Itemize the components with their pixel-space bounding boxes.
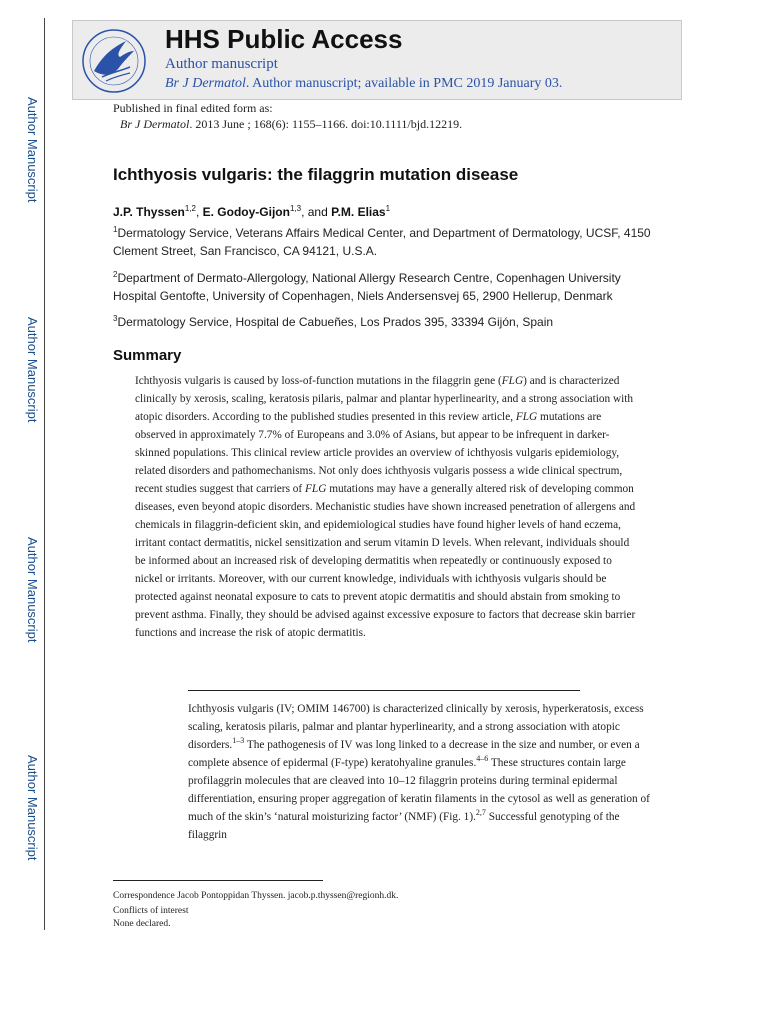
author-separator: , [195, 205, 203, 219]
summary-text-run: ) and is characterized clinically by xerosis, scaling, keratosis pilaris, palmar and plantar hyperlinearity, and a strong association with atopic disorders. According to the published studies presented in this review article, [135, 375, 634, 423]
summary-text-run: mutations may have a generally altered risk of developing common diseases, even beyond atopic disorders. Mechanistic studies have shown increased penetration of allergens and chemicals in filaggrin-deficient skin, and epidemiological studies have found higher levels of hand eczema, irritant contact dermatitis, nickel sensitization and serum vitamin D levels. When relevant, individuals should be informed about an increased risk of developing dermatitis when repeatedly or continuously exposed to nickel or irritants. Moreover, with our current knowledge, individuals with ichthyosis vulgaris should be protected against neonatal exposure to cats to prevent atopic dermatitis and should abstain from smoking to prevent asthma. Finally, they should be advised against excessive exposure to factors that decrease skin barrier functions and increase the risk of atopic dermatitis. [135, 483, 636, 639]
body-text-run: Ichthyosis vulgaris (IV; OMIM 146700) is characterized clinically by xerosis, hyperkeratosis, excess scaling, keratosis pilaris, palmar and plantar hyperlinearity, and a strong association with atopic disorders. [188, 703, 644, 751]
affiliation-3 [113, 313, 658, 331]
side-label-author-manuscript: Author Manuscript [25, 755, 40, 861]
body-text-run: These structures contain large profilaggrin molecules that are cleaved into 10–12 filaggrin proteins during terminal epidermal differentiation, ensuring proper aggregation of keratin filaments in the cytosol as well as generation of much of the skin’s ‘natural moisturizing factor’ (NMF) (Fig. 1). [188, 757, 650, 823]
body-text-run: 1–3 [232, 736, 245, 746]
side-label-author-manuscript: Author Manuscript [25, 317, 40, 423]
affiliation-text: Department of Dermato-Allergology, National Allergy Research Centre, Copenhagen University Hospital Gentofte, University of Copenhagen, Niels Andersensvej 65, 2900 Hellerup, Denmark [113, 271, 621, 303]
citation-journal: Br J Dermatol [120, 117, 190, 131]
author-manuscript-subtitle: Author manuscript [165, 56, 278, 72]
summary-text-run: Ichthyosis vulgaris is caused by loss-of-function mutations in the filaggrin gene ( [135, 375, 502, 387]
summary-text-run: mutations are observed in approximately 7.7% of Europeans and 3.0% of Asians, but appear to be infrequent in darker-skinned populations. This clinical review article provides an overview of ichthyosis vulgaris epidemiology, related disorders and pathomechanisms. Not only does ichthyosis vulgaris possess a wide clinical spectrum, recent studies suggest that carriers of [135, 411, 623, 495]
summary-text-run: FLG [515, 411, 538, 423]
author-list [113, 205, 390, 219]
margin-rule [44, 18, 45, 930]
author-affiliation-ref: 1 [385, 204, 391, 213]
body-text-run: 4–6 [476, 754, 489, 764]
body-text-run: 2,7 [475, 808, 486, 818]
citation-details: . 2013 June ; 168(6): 1155–1166. doi:10.1111/bjd.12219. [189, 117, 463, 131]
citation-line [120, 117, 462, 132]
body-text-run: The pathogenesis of IV was long linked to a decrease in the size and number, or even a complete absence of epidermal (F-type) keratohyaline granules. [188, 739, 640, 769]
affiliation-2 [113, 269, 658, 305]
published-heading: Published in final edited form as: [113, 101, 273, 115]
author-name: J.P. Thyssen [113, 205, 185, 219]
summary-text-run: FLG [501, 375, 524, 387]
summary-paragraph [135, 372, 640, 642]
section-divider [188, 690, 580, 691]
affiliation-text: Dermatology Service, Hospital de Cabueñes, Los Prados 395, 33394 Gijón, Spain [117, 315, 554, 329]
hhs-public-access-title: HHS Public Access [165, 24, 403, 54]
footnote-rule [113, 880, 323, 881]
summary-text-run: FLG [305, 483, 327, 495]
affiliation-number: 3 [113, 314, 118, 323]
affiliation-number: 1 [113, 225, 118, 234]
summary-heading: Summary [113, 347, 182, 364]
correspondence-note: Correspondence Jacob Pontoppidan Thyssen. jacob.p.thyssen@regionh.dk. [113, 891, 399, 901]
author-separator: , and [301, 205, 332, 219]
affiliation-text: Dermatology Service, Veterans Affairs Medical Center, and Department of Dermatology, UCSF, 4150 Clement Street, San Francisco, CA 94121, U.S.A. [113, 226, 651, 258]
article-title: Ichthyosis vulgaris: the filaggrin mutation disease [113, 165, 519, 184]
body-text-run: Successful genotyping of the filaggrin [188, 811, 620, 841]
availability-line [165, 76, 562, 92]
affiliation-1 [113, 224, 658, 260]
side-label-author-manuscript: Author Manuscript [25, 537, 40, 643]
conflicts-text: None declared. [113, 919, 171, 929]
hhs-eagle-seal-icon [80, 27, 148, 95]
author-affiliation-ref: 1,2 [184, 204, 196, 213]
author-name: E. Godoy-Gijon [202, 205, 290, 219]
conflicts-heading: Conflicts of interest [113, 906, 189, 916]
body-paragraph [188, 700, 658, 844]
affiliation-number: 2 [113, 270, 118, 279]
availability-text: . Author manuscript; available in PMC 2019 January 03. [245, 76, 563, 91]
side-label-author-manuscript: Author Manuscript [25, 97, 40, 203]
author-affiliation-ref: 1,3 [289, 204, 302, 213]
author-name: P.M. Elias [331, 205, 386, 219]
journal-abbrev: Br J Dermatol [165, 76, 246, 91]
